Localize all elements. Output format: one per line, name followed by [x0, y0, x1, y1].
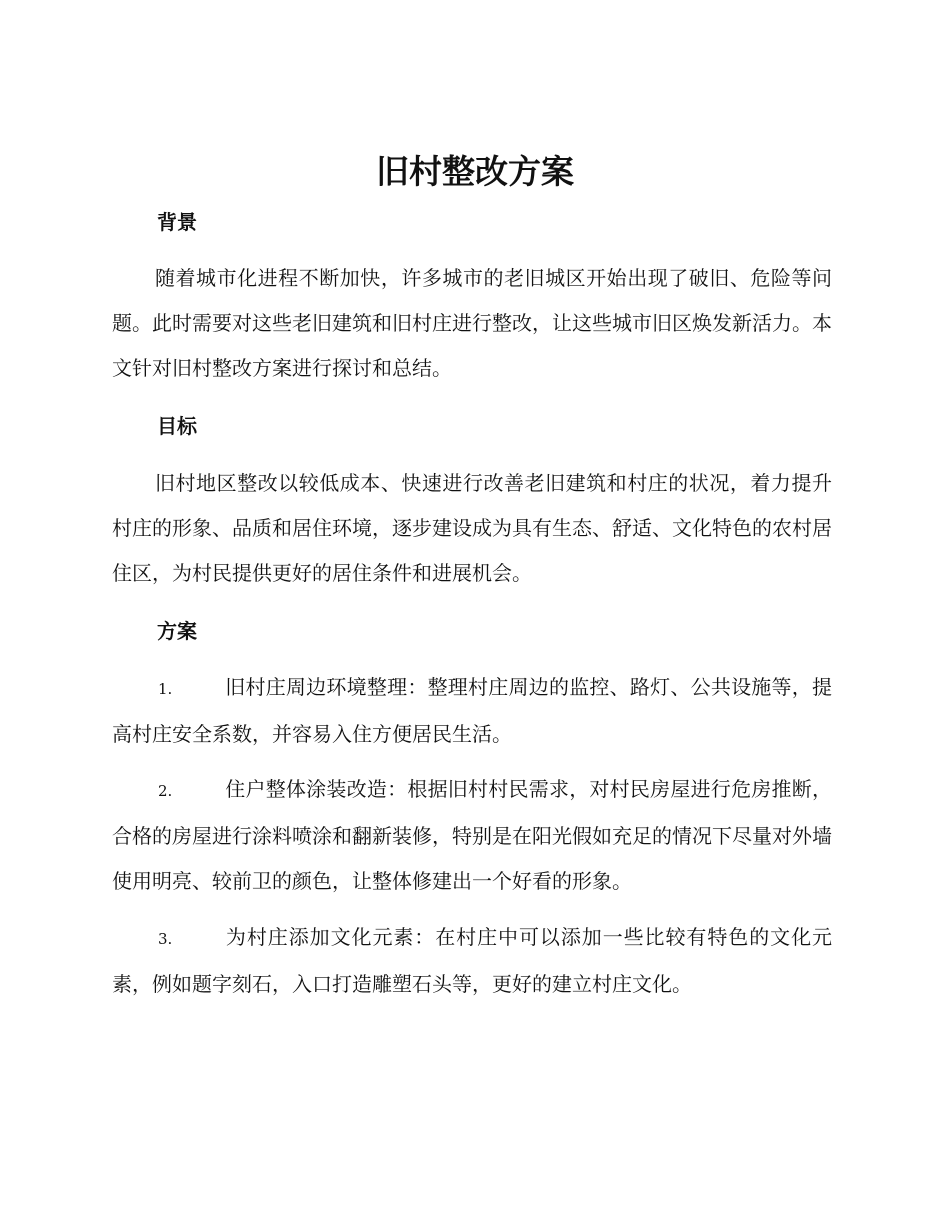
background-paragraph: 随着城市化进程不断加快，许多城市的老旧城区开始出现了破旧、危险等问题。此时需要对这些老旧建筑和旧村庄进行整改，让这些城市旧区焕发新活力。本文针对旧村整改方案进行探讨和总结。	[112, 266, 832, 380]
plan-item	[112, 915, 832, 1007]
section-heading-background: 背景	[157, 210, 197, 234]
plan-item-text: 为村庄添加文化元素：在村庄中可以添加一些比较有特色的文化元素，例如题字刻石，入口打造雕塑石头等，更好的建立村庄文化。	[112, 925, 832, 996]
plan-item-number: 3.	[158, 930, 173, 948]
plan-item-text: 旧村庄周边环境整理：整理村庄周边的监控、路灯、公共设施等，提高村庄安全系数，并容易入住方便居民生活。	[112, 675, 832, 746]
section-heading-goal: 目标	[157, 414, 197, 438]
plan-item	[112, 665, 832, 757]
plan-item-text: 住户整体涂装改造：根据旧村村民需求，对村民房屋进行危房推断，合格的房屋进行涂料喷涂和翻新装修，特别是在阳光假如充足的情况下尽量对外墙使用明亮、较前卫的颜色，让整体修建出一个好看的形象。	[112, 777, 832, 893]
plan-item	[112, 767, 832, 904]
goal-paragraph: 旧村地区整改以较低成本、快速进行改善老旧建筑和村庄的状况，着力提升村庄的形象、品质和居住环境，逐步建设成为具有生态、舒适、文化特色的农村居住区，为村民提供更好的居住条件和进展机会。	[112, 471, 832, 585]
document-title: 旧村整改方案	[376, 152, 574, 191]
plan-item-number: 2.	[158, 782, 173, 800]
section-heading-plan: 方案	[157, 619, 197, 643]
plan-item-number: 1.	[158, 680, 173, 698]
